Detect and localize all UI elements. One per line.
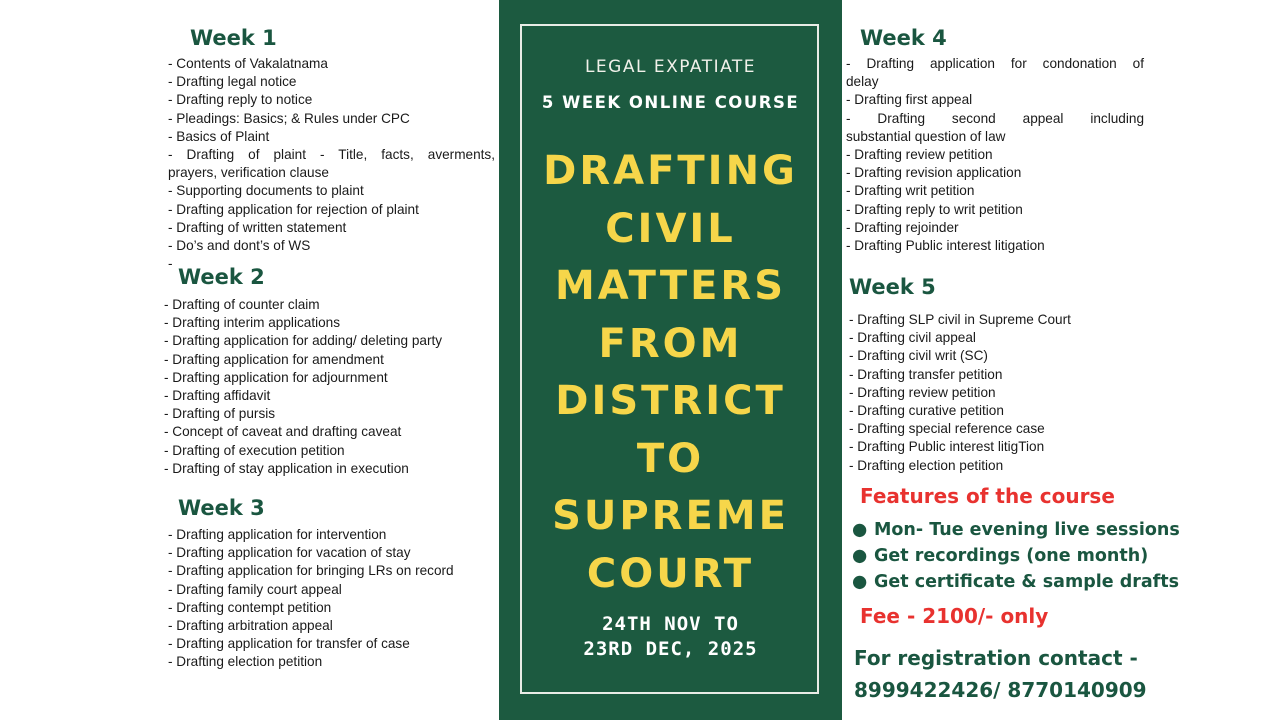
list-item: - Drafting application for vacation of stay bbox=[168, 545, 411, 561]
week-2-title: Week 2 bbox=[178, 265, 265, 289]
list-item: - Drafting civil appeal bbox=[849, 330, 976, 346]
features-title: Features of the course bbox=[860, 484, 1115, 508]
list-item: - Drafting curative petition bbox=[849, 403, 1004, 419]
feature-text: Get certificate & sample drafts bbox=[874, 572, 1180, 592]
list-item: - Drafting SLP civil in Supreme Court bbox=[849, 312, 1071, 327]
list-item: - Drafting election petition bbox=[849, 457, 1004, 473]
week-3-title: Week 3 bbox=[178, 496, 265, 520]
week-2-list bbox=[164, 296, 494, 478]
contact-label: For registration contact - bbox=[854, 646, 1138, 670]
bullet-icon: ● bbox=[852, 572, 868, 592]
week-1-list bbox=[168, 55, 495, 273]
list-item: - Drafting application for transfer of case bbox=[168, 636, 410, 652]
list-item: - Drafting election petition bbox=[168, 654, 323, 670]
list-item: - Drafting application for amendment bbox=[164, 351, 384, 367]
list-item: - bbox=[168, 256, 173, 272]
list-item: - Drafting review petition bbox=[849, 384, 996, 400]
list-item: - Drafting of stay application in execution bbox=[164, 460, 409, 476]
course-dates bbox=[499, 612, 842, 662]
course-type: 5 WEEK ONLINE COURSE bbox=[541, 93, 800, 112]
week-4-title: Week 4 bbox=[860, 26, 947, 50]
week-4-list bbox=[846, 55, 1144, 255]
headline-line: SUPREME bbox=[552, 493, 789, 539]
list-item: - Do’s and dont’s of WS bbox=[168, 238, 311, 254]
feature-text: Mon- Tue evening live sessions bbox=[874, 520, 1180, 540]
list-item: - Drafting of execution petition bbox=[164, 442, 345, 458]
list-item: - Drafting transfer petition bbox=[849, 366, 1003, 382]
list-item: - Drafting application for adjournment bbox=[164, 369, 388, 385]
list-item: - Drafting of pursis bbox=[164, 406, 276, 422]
bullet-icon: ● bbox=[852, 546, 868, 566]
week-5-list bbox=[849, 311, 1149, 475]
list-item: - Drafting of written statement bbox=[168, 219, 347, 235]
week-5-title: Week 5 bbox=[849, 275, 936, 299]
date-line: 24TH NOV TO bbox=[602, 613, 739, 635]
headline-line: CIVIL bbox=[605, 205, 736, 252]
list-item: - Drafting family court appeal bbox=[168, 581, 342, 597]
list-item: - Drafting arbitration appeal bbox=[168, 618, 333, 634]
brand-name: LEGAL EXPATIATE bbox=[584, 57, 757, 77]
week-3-list bbox=[168, 526, 494, 672]
list-item: - Contents of Vakalatnama bbox=[168, 56, 328, 71]
headline-line: DISTRICT bbox=[555, 378, 786, 424]
headline-line: FROM bbox=[598, 320, 743, 367]
list-item: - Drafting revision application bbox=[846, 165, 1022, 181]
list-item: - Drafting application for adding/ deleting party bbox=[164, 333, 443, 349]
list-item: - Supporting documents to plaint bbox=[168, 183, 364, 199]
list-item: - Drafting contempt petition bbox=[168, 599, 332, 615]
feature-item bbox=[852, 543, 1180, 569]
list-item: - Drafting application for intervention bbox=[168, 527, 387, 542]
list-item: - Drafting legal notice bbox=[168, 74, 297, 90]
list-item: - Basics of Plaint bbox=[168, 128, 270, 144]
list-item: prayers, verification clause bbox=[168, 165, 329, 181]
list-item: - Drafting review petition bbox=[846, 147, 993, 163]
list-item: - Drafting Public interest litigation bbox=[846, 238, 1045, 254]
feature-item bbox=[852, 517, 1180, 543]
list-item: - Drafting of plaint - Title, facts, averments, bbox=[168, 147, 495, 163]
week-1-title: Week 1 bbox=[190, 26, 277, 50]
bullet-icon: ● bbox=[852, 520, 868, 540]
list-item: - Drafting special reference case bbox=[849, 421, 1045, 437]
course-fee: Fee - 2100/- only bbox=[860, 604, 1049, 628]
list-item: - Drafting application for rejection of plaint bbox=[168, 201, 419, 217]
date-line: 23RD DEC, 2025 bbox=[583, 638, 758, 660]
feature-item bbox=[852, 569, 1180, 595]
list-item: - Drafting civil writ (SC) bbox=[849, 348, 988, 364]
list-item: - Drafting interim applications bbox=[164, 315, 341, 331]
headline-line: MATTERS bbox=[554, 263, 787, 309]
feature-text: Get recordings (one month) bbox=[874, 546, 1149, 566]
list-item: - Drafting rejoinder bbox=[846, 219, 959, 235]
headline-line: TO bbox=[636, 435, 705, 482]
list-item: delay bbox=[846, 74, 879, 90]
list-item: - Drafting application for condonation of bbox=[846, 56, 1144, 71]
contact-numbers: 8999422426/ 8770140909 bbox=[854, 678, 1147, 702]
list-item: - Drafting reply to writ petition bbox=[846, 201, 1023, 217]
list-item: - Drafting affidavit bbox=[164, 388, 271, 404]
registration-contact bbox=[854, 642, 1147, 706]
list-item: - Drafting application for bringing LRs on record bbox=[168, 563, 454, 579]
course-headline bbox=[499, 143, 842, 603]
list-item: - Drafting of counter claim bbox=[164, 297, 320, 312]
list-item: substantial question of law bbox=[846, 128, 1006, 144]
list-item: - Drafting Public interest litigTion bbox=[849, 439, 1045, 455]
headline-line: DRAFTING bbox=[543, 148, 798, 194]
list-item: - Drafting writ petition bbox=[846, 183, 975, 199]
list-item: - Drafting second appeal including bbox=[846, 110, 1144, 126]
list-item: - Drafting reply to notice bbox=[168, 92, 313, 108]
list-item: - Concept of caveat and drafting caveat bbox=[164, 424, 402, 440]
headline-line: COURT bbox=[586, 550, 755, 597]
list-item: - Drafting first appeal bbox=[846, 92, 973, 108]
list-item: - Pleadings: Basics; & Rules under CPC bbox=[168, 110, 410, 126]
features-list bbox=[852, 517, 1180, 595]
